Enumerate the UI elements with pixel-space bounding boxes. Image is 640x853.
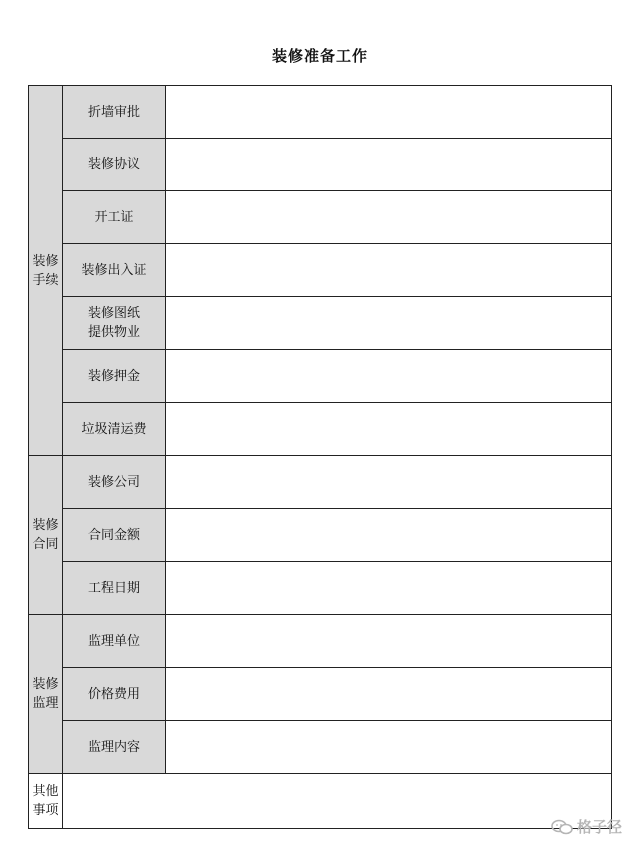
section-label-procedures (29, 86, 63, 456)
section-label-line: 合同 (32, 537, 59, 552)
table-row (29, 456, 612, 509)
item-label: 装修押金 (63, 350, 166, 403)
watermark (551, 816, 622, 837)
table-row (29, 191, 612, 244)
item-label: 监理内容 (63, 721, 166, 774)
input-cell[interactable] (166, 403, 612, 456)
section-label-line: 装修 (32, 253, 59, 269)
input-cell[interactable] (166, 244, 612, 297)
input-cell[interactable] (166, 297, 612, 350)
input-cell[interactable] (166, 86, 612, 139)
input-cell[interactable] (166, 509, 612, 562)
table-row (29, 615, 612, 668)
input-cell[interactable] (166, 562, 612, 615)
table-row (29, 86, 612, 139)
item-label: 垃圾清运费 (63, 403, 166, 456)
item-label: 开工证 (63, 191, 166, 244)
table-row (29, 721, 612, 774)
table-row (29, 774, 612, 829)
page-title: 装修准备工作 (271, 47, 368, 65)
section-label-line: 监理 (32, 696, 59, 711)
item-label-multiline: 装修图纸 提供物业 (63, 297, 166, 350)
watermark-text: 格子径 (576, 818, 622, 836)
section-label-line: 手续 (32, 272, 59, 288)
input-cell[interactable] (166, 456, 612, 509)
section-label-other (29, 774, 63, 829)
input-cell[interactable] (166, 721, 612, 774)
table-row (29, 350, 612, 403)
table-row (29, 403, 612, 456)
section-label-supervision (29, 615, 63, 774)
input-cell[interactable] (166, 668, 612, 721)
item-label: 合同金额 (63, 509, 166, 562)
table-row (29, 244, 612, 297)
item-label: 折墙审批 (63, 86, 166, 139)
table-row (29, 297, 612, 350)
preparation-table (28, 85, 612, 829)
section-label-line: 其他 (32, 784, 59, 799)
item-label: 工程日期 (63, 562, 166, 615)
table-row (29, 139, 612, 191)
input-cell[interactable] (166, 139, 612, 191)
item-label: 装修公司 (63, 456, 166, 509)
table-row (29, 562, 612, 615)
input-cell[interactable] (166, 350, 612, 403)
section-label-line: 事项 (32, 803, 59, 818)
section-label-line: 装修 (32, 677, 59, 692)
table-row (29, 509, 612, 562)
section-label-contract (29, 456, 63, 615)
other-notes-cell[interactable] (63, 774, 612, 829)
item-label: 装修协议 (63, 139, 166, 191)
item-label: 价格费用 (63, 668, 166, 721)
wechat-icon (551, 819, 573, 835)
input-cell[interactable] (166, 615, 612, 668)
item-label: 装修出入证 (63, 244, 166, 297)
section-label-line: 装修 (32, 518, 59, 533)
item-label: 监理单位 (63, 615, 166, 668)
table-row (29, 668, 612, 721)
input-cell[interactable] (166, 191, 612, 244)
